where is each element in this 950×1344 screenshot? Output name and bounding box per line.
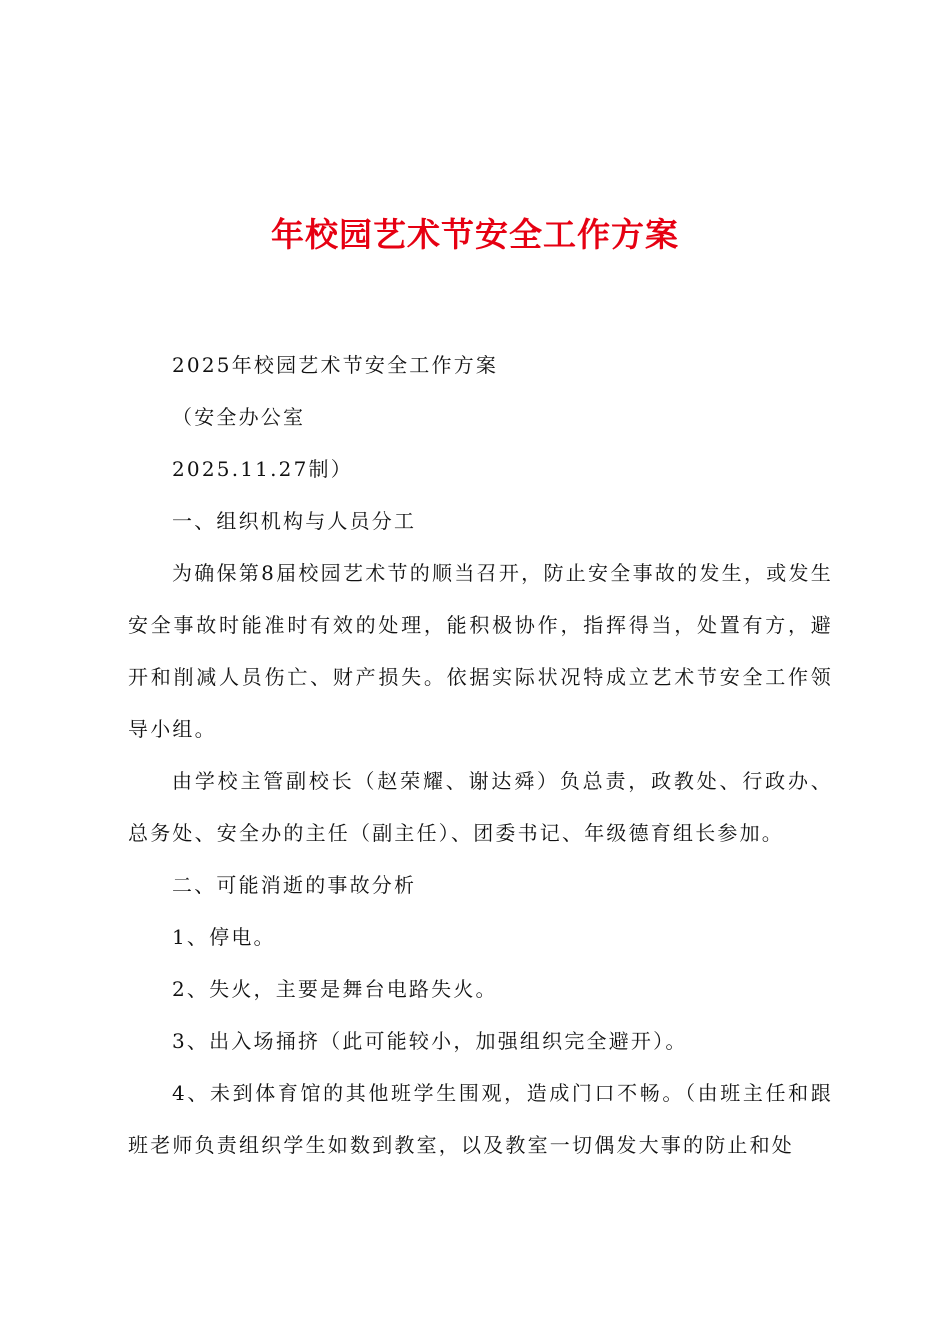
paragraph-date: 2025.11.27制）: [172, 457, 353, 481]
list-item-power-outage: 1、停电。: [172, 925, 276, 949]
section-heading-organization: 一、组织机构与人员分工: [172, 509, 417, 533]
paragraph-subtitle: 2025年校园艺术节安全工作方案: [172, 353, 499, 377]
section-heading-accident-analysis: 二、可能消逝的事故分析: [172, 873, 417, 897]
paragraph-purpose: 为确保第8届校园艺术节的顺当召开，防止安全事故的发生，或发生安全事故时能准时有效的处理，能积极协作，指挥得当，处置有方，避开和削减人员伤亡、财产损失。依据实际状况特成立艺术节安全工作领导小组。: [128, 561, 833, 741]
paragraph-issuer: （安全办公室: [172, 405, 306, 429]
document-body: [128, 339, 833, 1171]
list-item-onlookers: 4、未到体育馆的其他班学生围观，造成门口不畅。（由班主任和跟班老师负责组织学生如数到教室，以及教室一切偶发大事的防止和处: [128, 1081, 833, 1157]
list-item-crowding: 3、出入场捅挤（此可能较小，加强组织完全避开）。: [172, 1029, 688, 1053]
document-title: 年校园艺术节安全工作方案: [271, 215, 679, 254]
paragraph-responsibility: 由学校主管副校长（赵荣耀、谢达舜）负总责，政教处、行政办、总务处、安全办的主任（副主任）、团委书记、年级德育组长参加。: [128, 769, 833, 845]
list-item-fire: 2、失火，主要是舞台电路失火。: [172, 977, 498, 1001]
